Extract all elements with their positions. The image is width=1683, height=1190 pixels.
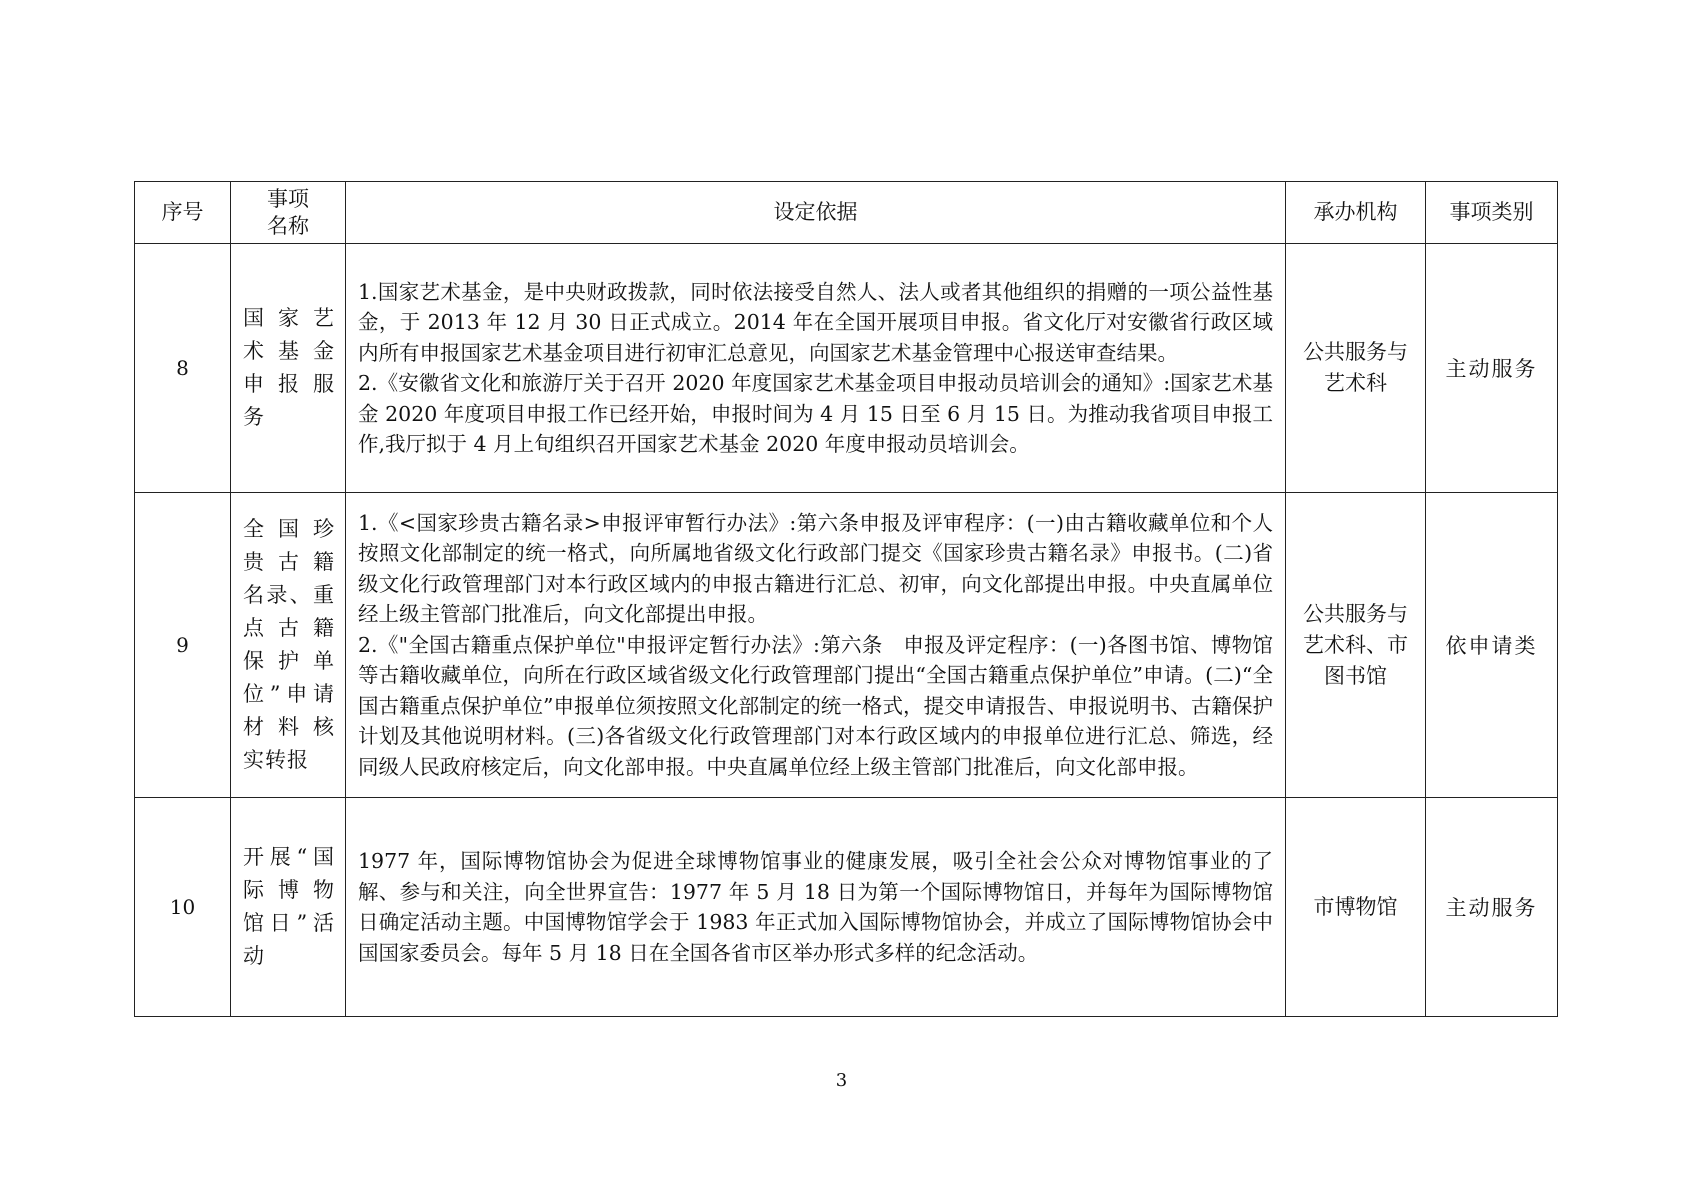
item-name-line: 术 基 金 [243, 339, 335, 363]
table-row [135, 244, 1558, 493]
page-number: 3 [835, 1070, 848, 1091]
agency-line: 公共服务与 [1303, 340, 1408, 364]
agency-line: 艺术科、市 [1303, 632, 1408, 657]
basis-paragraph: 1977 年，国际博物馆协会为促进全球博物馆事业的健康发展，吸引全社会公众对博物馆事业的了解、参与和关注，向全世界宣告：1977 年 5 月 18 日为第一个国际博物馆日，并每年为国际博物馆日确定活动主题。中国博物馆学会于 1983 年正式加入国际博物馆协会，并成立了国际博物馆协会中国国家委员会。每年 5 月 18 日在全国各省市区举办形式多样的纪念活动。 [358, 849, 1273, 965]
item-name-line: 国 家 艺 [243, 306, 335, 330]
row-handling-agency [1286, 244, 1426, 493]
header-item-category: 事项类别 [1426, 182, 1558, 244]
row-item-category: 主动服务 [1426, 244, 1558, 493]
header-item-name-line2: 名称 [267, 213, 309, 238]
agency-line: 市博物馆 [1313, 894, 1398, 919]
row-handling-agency [1286, 798, 1426, 1017]
header-item-name-line1: 事项 [267, 186, 309, 211]
item-name-line: 保 护 单 [243, 649, 335, 673]
row-legal-basis [346, 493, 1286, 798]
row-item-name [231, 493, 346, 798]
basis-paragraph: 2.《安徽省文化和旅游厅关于召开 2020 年度国家艺术基金项目申报动员培训会的通知》:国家艺术基金 2020 年度项目申报工作已经开始，申报时间为 4 月 15 日至 6 月 15 日。为推动我省项目申报工作,我厅拟于 4 月上旬组织召开国家艺术基金 2020 年度申报动员培训会。 [358, 371, 1273, 456]
basis-paragraph: 1.国家艺术基金，是中央财政拨款，同时依法接受自然人、法人或者其他组织的捐赠的一项公益性基金，于 2013 年 12 月 30 日正式成立。2014 年在全国开展项目申报。省文化厅对安徽省行政区域内所有申报国家艺术基金项目进行初审汇总意见，向国家艺术基金管理中心报送审查结果。 [358, 279, 1273, 365]
item-name-line: 开展“国 [243, 845, 335, 869]
item-name-line: 名录、重 [243, 583, 335, 607]
row-legal-basis [346, 244, 1286, 493]
row-item-category: 依申请类 [1426, 493, 1558, 798]
basis-paragraph: 2.《"全国古籍重点保护单位"申报评定暂行办法》:第六条 申报及评定程序：(一)各图书馆、博物馆等古籍收藏单位，向所在行政区域省级文化行政管理部门提出“全国古籍重点保护单位”申请。(二)“全国古籍重点保护单位”申报单位须按照文化部制定的统一格式，提交申请报告、申报说明书、古籍保护计划及其他说明材料。(三)各省级文化行政管理部门对本行政区域内的申报单位进行汇总、筛选，经同级人民政府核定后，向文化部申报。中央直属单位经上级主管部门批准后，向文化部申报。 [358, 632, 1273, 779]
row-serial-number: 10 [135, 798, 231, 1017]
item-name-line: 全 国 珍 [243, 517, 335, 541]
table-row [135, 798, 1558, 1017]
item-name-line: 务 [243, 405, 265, 429]
item-name-line: 位”申请 [243, 682, 335, 706]
header-handling-agency: 承办机构 [1286, 182, 1426, 244]
item-name-line: 点 古 籍 [243, 616, 335, 640]
item-name-line: 材 料 核 [243, 715, 335, 739]
row-serial-number: 9 [135, 493, 231, 798]
item-name-line: 际 博 物 [243, 878, 335, 902]
item-name-line: 动 [243, 944, 265, 968]
agency-line: 图书馆 [1324, 663, 1387, 688]
header-serial-number: 序号 [135, 182, 231, 244]
row-serial-number: 8 [135, 244, 231, 493]
basis-paragraph: 1.《<国家珍贵古籍名录>申报评审暂行办法》:第六条申报及评审程序：(一)由古籍收藏单位和个人按照文化部制定的统一格式，向所属地省级文化行政部门提交《国家珍贵古籍名录》申报书。(二)省级文化行政管理部门对本行政区域内的申报古籍进行汇总、初审，向文化部提出申报。中央直属单位经上级主管部门批准后，向文化部提出申报。 [358, 510, 1274, 627]
row-handling-agency [1286, 493, 1426, 798]
item-name-line: 贵 古 籍 [243, 550, 335, 574]
table-row [135, 493, 1558, 798]
row-item-name [231, 798, 346, 1017]
item-name-line: 实转报 [243, 748, 309, 772]
agency-line: 公共服务与 [1303, 601, 1408, 626]
service-items-table [134, 181, 1558, 1017]
item-name-line: 馆日”活 [243, 911, 335, 935]
header-legal-basis: 设定依据 [346, 182, 1286, 244]
row-legal-basis [346, 798, 1286, 1017]
header-item-name [231, 182, 346, 244]
row-item-category: 主动服务 [1426, 798, 1558, 1017]
agency-line: 艺术科 [1324, 371, 1387, 395]
row-item-name [231, 244, 346, 493]
table-header-row [135, 182, 1558, 244]
item-name-line: 申 报 服 [243, 372, 335, 396]
